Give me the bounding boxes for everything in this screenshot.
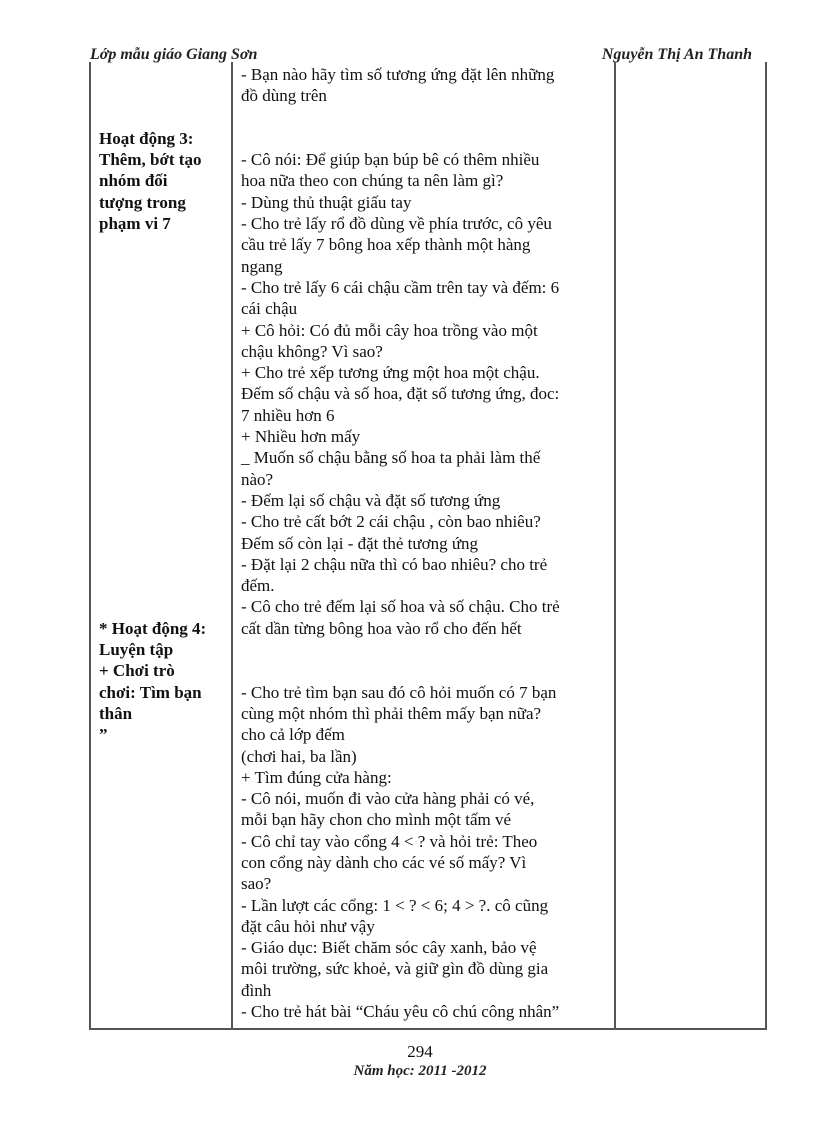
- content-column: [233, 62, 616, 1028]
- content-line: [241, 639, 612, 660]
- activity-line: [99, 533, 229, 554]
- content-line: [241, 660, 612, 681]
- content-line: - Bạn nào hãy tìm số tương ứng đặt lên những: [241, 65, 555, 84]
- content-line: ngang: [241, 256, 283, 276]
- activity-line: [99, 234, 229, 255]
- activity-line: [99, 447, 229, 468]
- content-line: hoa nữa theo con chúng ta nên làm gì?: [241, 171, 504, 191]
- content-line: - Đặt lại 2 chậu nữa thì có bao nhiêu? cho trẻ: [241, 554, 548, 574]
- content-line: + Cho trẻ xếp tương ứng một hoa một chậu.: [241, 363, 540, 383]
- activity-line: [99, 405, 229, 426]
- content-line: - Cho trẻ hát bài “Cháu yêu cô chú công nhân”: [241, 1002, 560, 1022]
- content-line: sao?: [241, 874, 272, 894]
- content-line: - Cho trẻ lấy rổ đồ dùng về phía trước, cô yêu: [241, 214, 552, 234]
- content-line: - Lần lượt các cổng: 1 < ? < 6; 4 > ?. cô cũng: [241, 895, 549, 915]
- content-line: Đếm số chậu và số hoa, đặt số tương ứng, đoc:: [241, 384, 560, 404]
- content-line: - Cho trẻ cất bớt 2 cái chậu , còn bao nhiêu?: [241, 512, 541, 532]
- activity-line: + Chơi trò: [99, 661, 175, 681]
- activity-line: thân: [99, 703, 133, 723]
- content-line: - Cho trẻ lấy 6 cái chậu cầm trên tay và đếm: 6: [241, 277, 560, 297]
- activity-line: phạm vi 7: [99, 214, 171, 234]
- activity-line: [99, 596, 229, 617]
- activity-line: tượng trong: [99, 192, 186, 212]
- content-line: đếm.: [241, 576, 275, 596]
- activity-line: [99, 341, 229, 362]
- content-line: môi trường, sức khoẻ, và giữ gìn đồ dùng gia: [241, 959, 549, 979]
- content-lines: [241, 64, 612, 1022]
- content-line: đình: [241, 980, 272, 1000]
- content-line: chậu không? Vì sao?: [241, 341, 383, 361]
- content-line: cùng một nhóm thì phải thêm mấy bạn nữa?: [241, 703, 542, 723]
- activity-line: [99, 362, 229, 383]
- content-line: + Tìm đúng cửa hàng:: [241, 767, 392, 787]
- activity-line: Thêm, bớt tạo: [99, 150, 202, 170]
- school-year: Năm học: 2011 -2012: [353, 1063, 487, 1079]
- content-line: đặt câu hỏi như vậy: [241, 916, 375, 936]
- activity-line: chơi: Tìm bạn: [99, 682, 202, 702]
- activity-lines: [99, 64, 229, 746]
- activity-line: [99, 277, 229, 298]
- content-line: + Nhiều hơn mấy: [241, 427, 361, 447]
- content-line: Đếm số còn lại - đặt thẻ tương ứng: [241, 533, 479, 553]
- content-line: nào?: [241, 469, 274, 489]
- activity-line: * Hoạt động 4:: [99, 618, 207, 638]
- content-line: 7 nhiều hơn 6: [241, 405, 335, 425]
- content-line: _ Muốn số chậu bằng số hoa ta phải làm thế: [241, 448, 541, 468]
- activity-line: nhóm đối: [99, 171, 168, 191]
- content-line: + Cô hỏi: Có đủ mỗi cây hoa trồng vào một: [241, 320, 538, 340]
- activity-line: Luyện tập: [99, 640, 174, 660]
- content-line: cho cả lớp đếm: [241, 725, 345, 745]
- content-line: cái chậu: [241, 299, 298, 319]
- activity-line: [99, 554, 229, 575]
- activity-line: [99, 320, 229, 341]
- header-teacher-name: Nguyễn Thị An Thanh: [601, 46, 752, 63]
- activity-line: [99, 256, 229, 277]
- activity-line: Hoạt động 3:: [99, 128, 194, 148]
- content-line: cầu trẻ lấy 7 bông hoa xếp thành một hàng: [241, 235, 531, 255]
- header-class-name: Lớp mẫu giáo Giang Sơn: [90, 46, 258, 63]
- activity-line: [99, 107, 229, 128]
- page-number: 294: [407, 1042, 433, 1061]
- activity-line: ”: [99, 725, 108, 745]
- content-line: - Cho trẻ tìm bạn sau đó cô hỏi muốn có 7 bạn: [241, 682, 557, 702]
- activity-column: [91, 62, 233, 1028]
- activity-line: [99, 298, 229, 319]
- content-line: mỗi bạn hãy chon cho mình một tấm vé: [241, 810, 512, 830]
- activity-line: [99, 64, 229, 85]
- activity-line: [99, 575, 229, 596]
- content-line: con cổng này dành cho các vé số mấy? Vì: [241, 852, 527, 872]
- activity-line: [99, 85, 229, 106]
- content-line: (chơi hai, ba lần): [241, 746, 357, 766]
- lesson-table: [89, 62, 767, 1030]
- activity-line: [99, 383, 229, 404]
- content-line: [241, 128, 612, 149]
- activity-line: [99, 426, 229, 447]
- content-line: cất dần từng bông hoa vào rổ cho đến hết: [241, 618, 522, 638]
- activity-line: [99, 511, 229, 532]
- activity-line: [99, 490, 229, 511]
- content-line: đồ dùng trên: [241, 86, 327, 106]
- notes-column: [616, 62, 765, 1028]
- activity-line: [99, 469, 229, 490]
- content-line: - Dùng thủ thuật giấu tay: [241, 192, 412, 212]
- content-line: - Cô nói, muốn đi vào cửa hàng phải có vé,: [241, 789, 535, 809]
- content-line: [241, 107, 612, 128]
- content-line: - Cô chỉ tay vào cổng 4 < ? và hỏi trẻ: Theo: [241, 831, 538, 851]
- content-line: - Cô cho trẻ đếm lại số hoa và số chậu. Cho trẻ: [241, 597, 560, 617]
- content-line: - Đếm lại số chậu và đặt số tương ứng: [241, 490, 501, 510]
- content-line: - Cô nói: Để giúp bạn búp bê có thêm nhiều: [241, 150, 540, 170]
- content-line: - Giáo dục: Biết chăm sóc cây xanh, bảo vệ: [241, 938, 537, 958]
